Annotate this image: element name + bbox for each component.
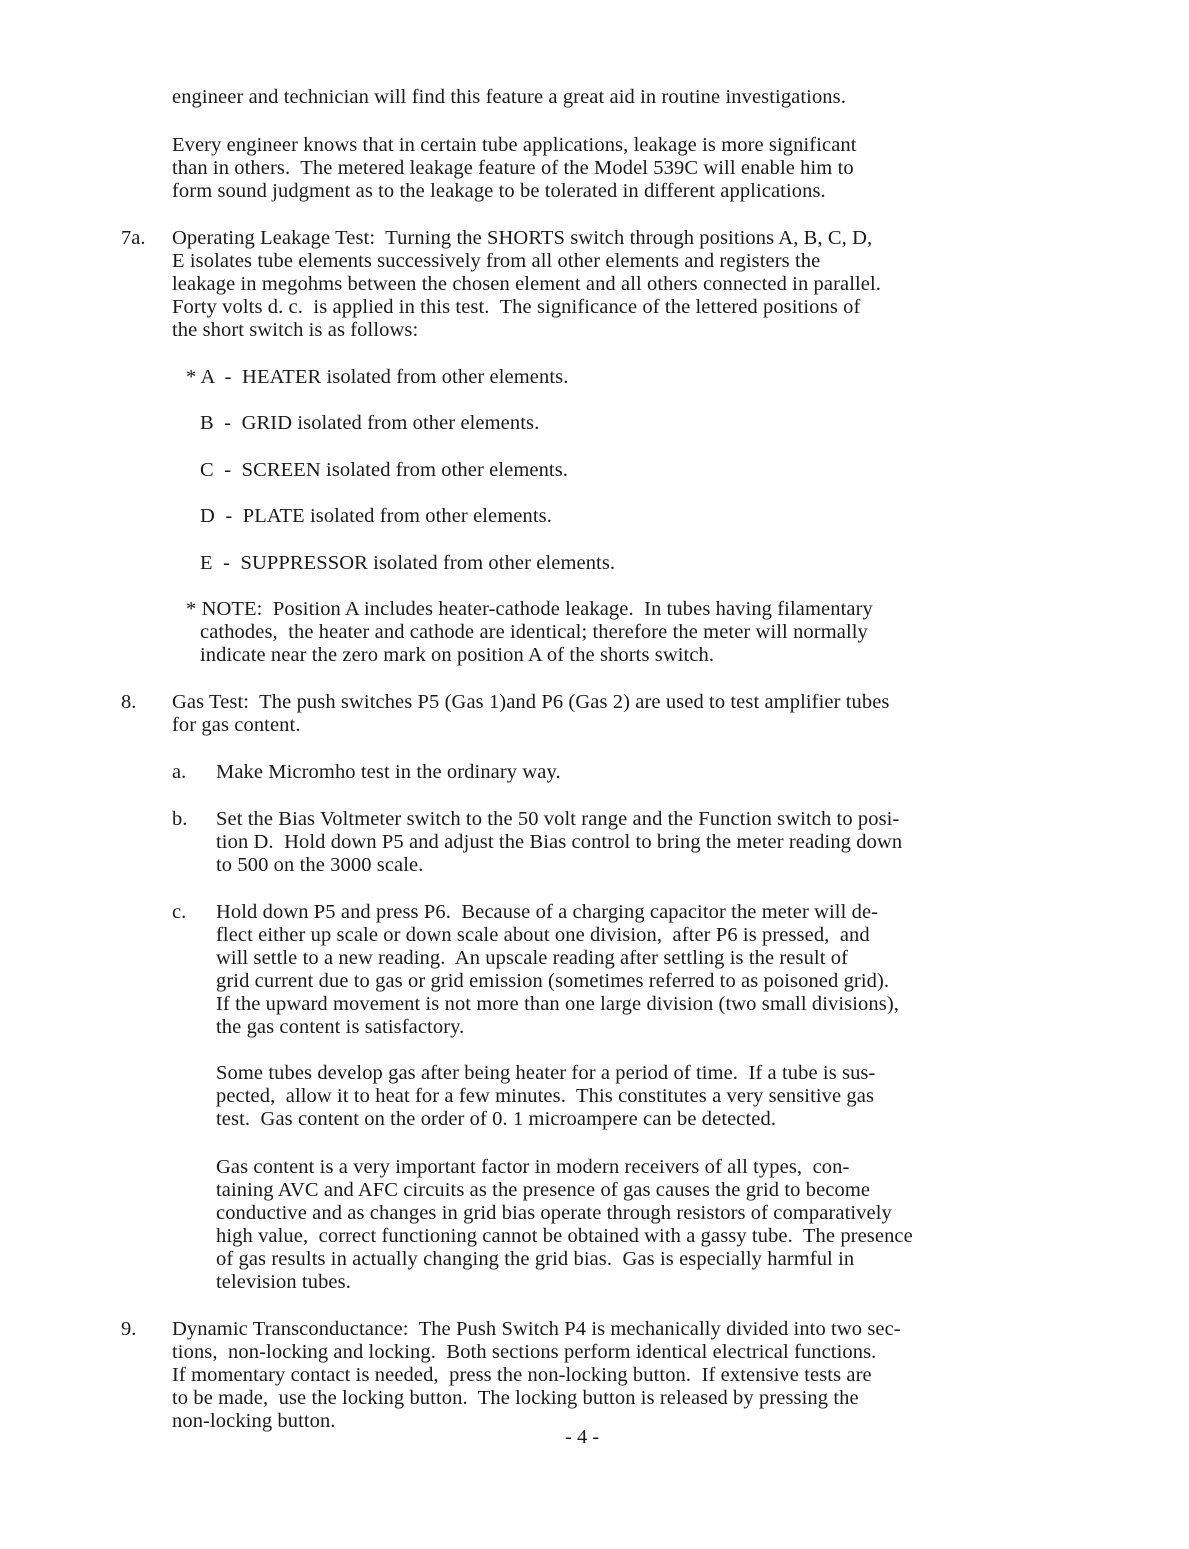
sub-item-c-para-line: of gas results in actually changing the grid bias. Gas is especially harmful in xyxy=(216,1248,855,1270)
item-number-8: 8. xyxy=(121,691,137,713)
sub-item-letter-b: b. xyxy=(172,808,188,830)
position-item: B - GRID isolated from other elements. xyxy=(200,412,540,434)
position-item: D - PLATE isolated from other elements. xyxy=(200,505,552,527)
item-7a-line: the short switch is as follows: xyxy=(172,319,419,341)
note-line: cathodes, the heater and cathode are identical; therefore the meter will normally xyxy=(200,621,868,643)
sub-item-b-line: Set the Bias Voltmeter switch to the 50 volt range and the Function switch to posi- xyxy=(216,808,900,830)
sub-item-c-para-line: conductive and as changes in grid bias operate through resistors of comparatively xyxy=(216,1202,892,1224)
item-number-9: 9. xyxy=(121,1318,137,1340)
sub-item-c-line: Hold down P5 and press P6. Because of a charging capacitor the meter will de- xyxy=(216,901,879,923)
item-number-7a: 7a. xyxy=(121,227,146,249)
sub-item-c-para-line: pected, allow it to heat for a few minutes. This constitutes a very sensitive gas xyxy=(216,1085,875,1107)
sub-item-c-para-line: high value, correct functioning cannot be obtained with a gassy tube. The presence xyxy=(216,1225,913,1247)
sub-item-c-line: grid current due to gas or grid emission (sometimes referred to as poisoned grid). xyxy=(216,970,890,992)
item-9-line: If momentary contact is needed, press the non-locking button. If extensive tests are xyxy=(172,1364,872,1386)
intro-para-line: Every engineer knows that in certain tube applications, leakage is more significant xyxy=(172,134,857,156)
intro-para-line: form sound judgment as to the leakage to be tolerated in different applications. xyxy=(172,180,826,202)
sub-item-b-line: tion D. Hold down P5 and adjust the Bias control to bring the meter reading down xyxy=(216,831,903,853)
item-9-line: non-locking button. xyxy=(172,1410,336,1432)
item-7a-line: E isolates tube elements successively from all other elements and registers the xyxy=(172,250,821,272)
item-9-line: tions, non-locking and locking. Both sections perform identical electrical functions. xyxy=(172,1341,877,1363)
sub-item-c-line: If the upward movement is not more than one large division (two small divisions), xyxy=(216,993,899,1015)
item-7a-line: Forty volts d. c. is applied in this test. The significance of the lettered positions of xyxy=(172,296,861,318)
sub-item-letter-c: c. xyxy=(172,901,187,923)
position-item: C - SCREEN isolated from other elements. xyxy=(200,459,569,481)
item-9-line: to be made, use the locking button. The locking button is released by pressing the xyxy=(172,1387,859,1409)
item-9-line: Dynamic Transconductance: The Push Switch P4 is mechanically divided into two sec- xyxy=(172,1318,901,1340)
sub-item-c-line: flect either up scale or down scale about one division, after P6 is pressed, and xyxy=(216,924,870,946)
sub-item-c-line: will settle to a new reading. An upscale reading after settling is the result of xyxy=(216,947,849,969)
item-8-line: Gas Test: The push switches P5 (Gas 1)and P6 (Gas 2) are used to test amplifier tubes xyxy=(172,691,890,713)
item-7a-line: Operating Leakage Test: Turning the SHORTS switch through positions A, B, C, D, xyxy=(172,227,873,249)
note-line: * NOTE: Position A includes heater-cathode leakage. In tubes having filamentary xyxy=(186,598,873,620)
sub-item-b-line: to 500 on the 3000 scale. xyxy=(216,854,424,876)
sub-item-letter-a: a. xyxy=(172,761,187,783)
note-line: indicate near the zero mark on position A of the shorts switch. xyxy=(200,644,715,666)
sub-item-c-para-line: taining AVC and AFC circuits as the presence of gas causes the grid to become xyxy=(216,1179,871,1201)
intro-para-line: than in others. The metered leakage feature of the Model 539C will enable him to xyxy=(172,157,854,179)
item-7a-line: leakage in megohms between the chosen element and all others connected in parallel. xyxy=(172,273,882,295)
position-item: E - SUPPRESSOR isolated from other elements. xyxy=(200,552,616,574)
sub-item-c-line: the gas content is satisfactory. xyxy=(216,1016,465,1038)
sub-item-a-line: Make Micromho test in the ordinary way. xyxy=(216,761,561,783)
intro-line: engineer and technician will find this feature a great aid in routine investigations. xyxy=(172,86,846,108)
position-item: * A - HEATER isolated from other elements. xyxy=(186,366,569,388)
sub-item-c-para-line: television tubes. xyxy=(216,1271,351,1293)
item-8-line: for gas content. xyxy=(172,714,301,736)
sub-item-c-para-line: test. Gas content on the order of 0. 1 microampere can be detected. xyxy=(216,1108,777,1130)
sub-item-c-para-line: Some tubes develop gas after being heater for a period of time. If a tube is sus- xyxy=(216,1062,876,1084)
sub-item-c-para-line: Gas content is a very important factor in modern receivers of all types, con- xyxy=(216,1156,850,1178)
page-number: - 4 - xyxy=(565,1426,600,1448)
